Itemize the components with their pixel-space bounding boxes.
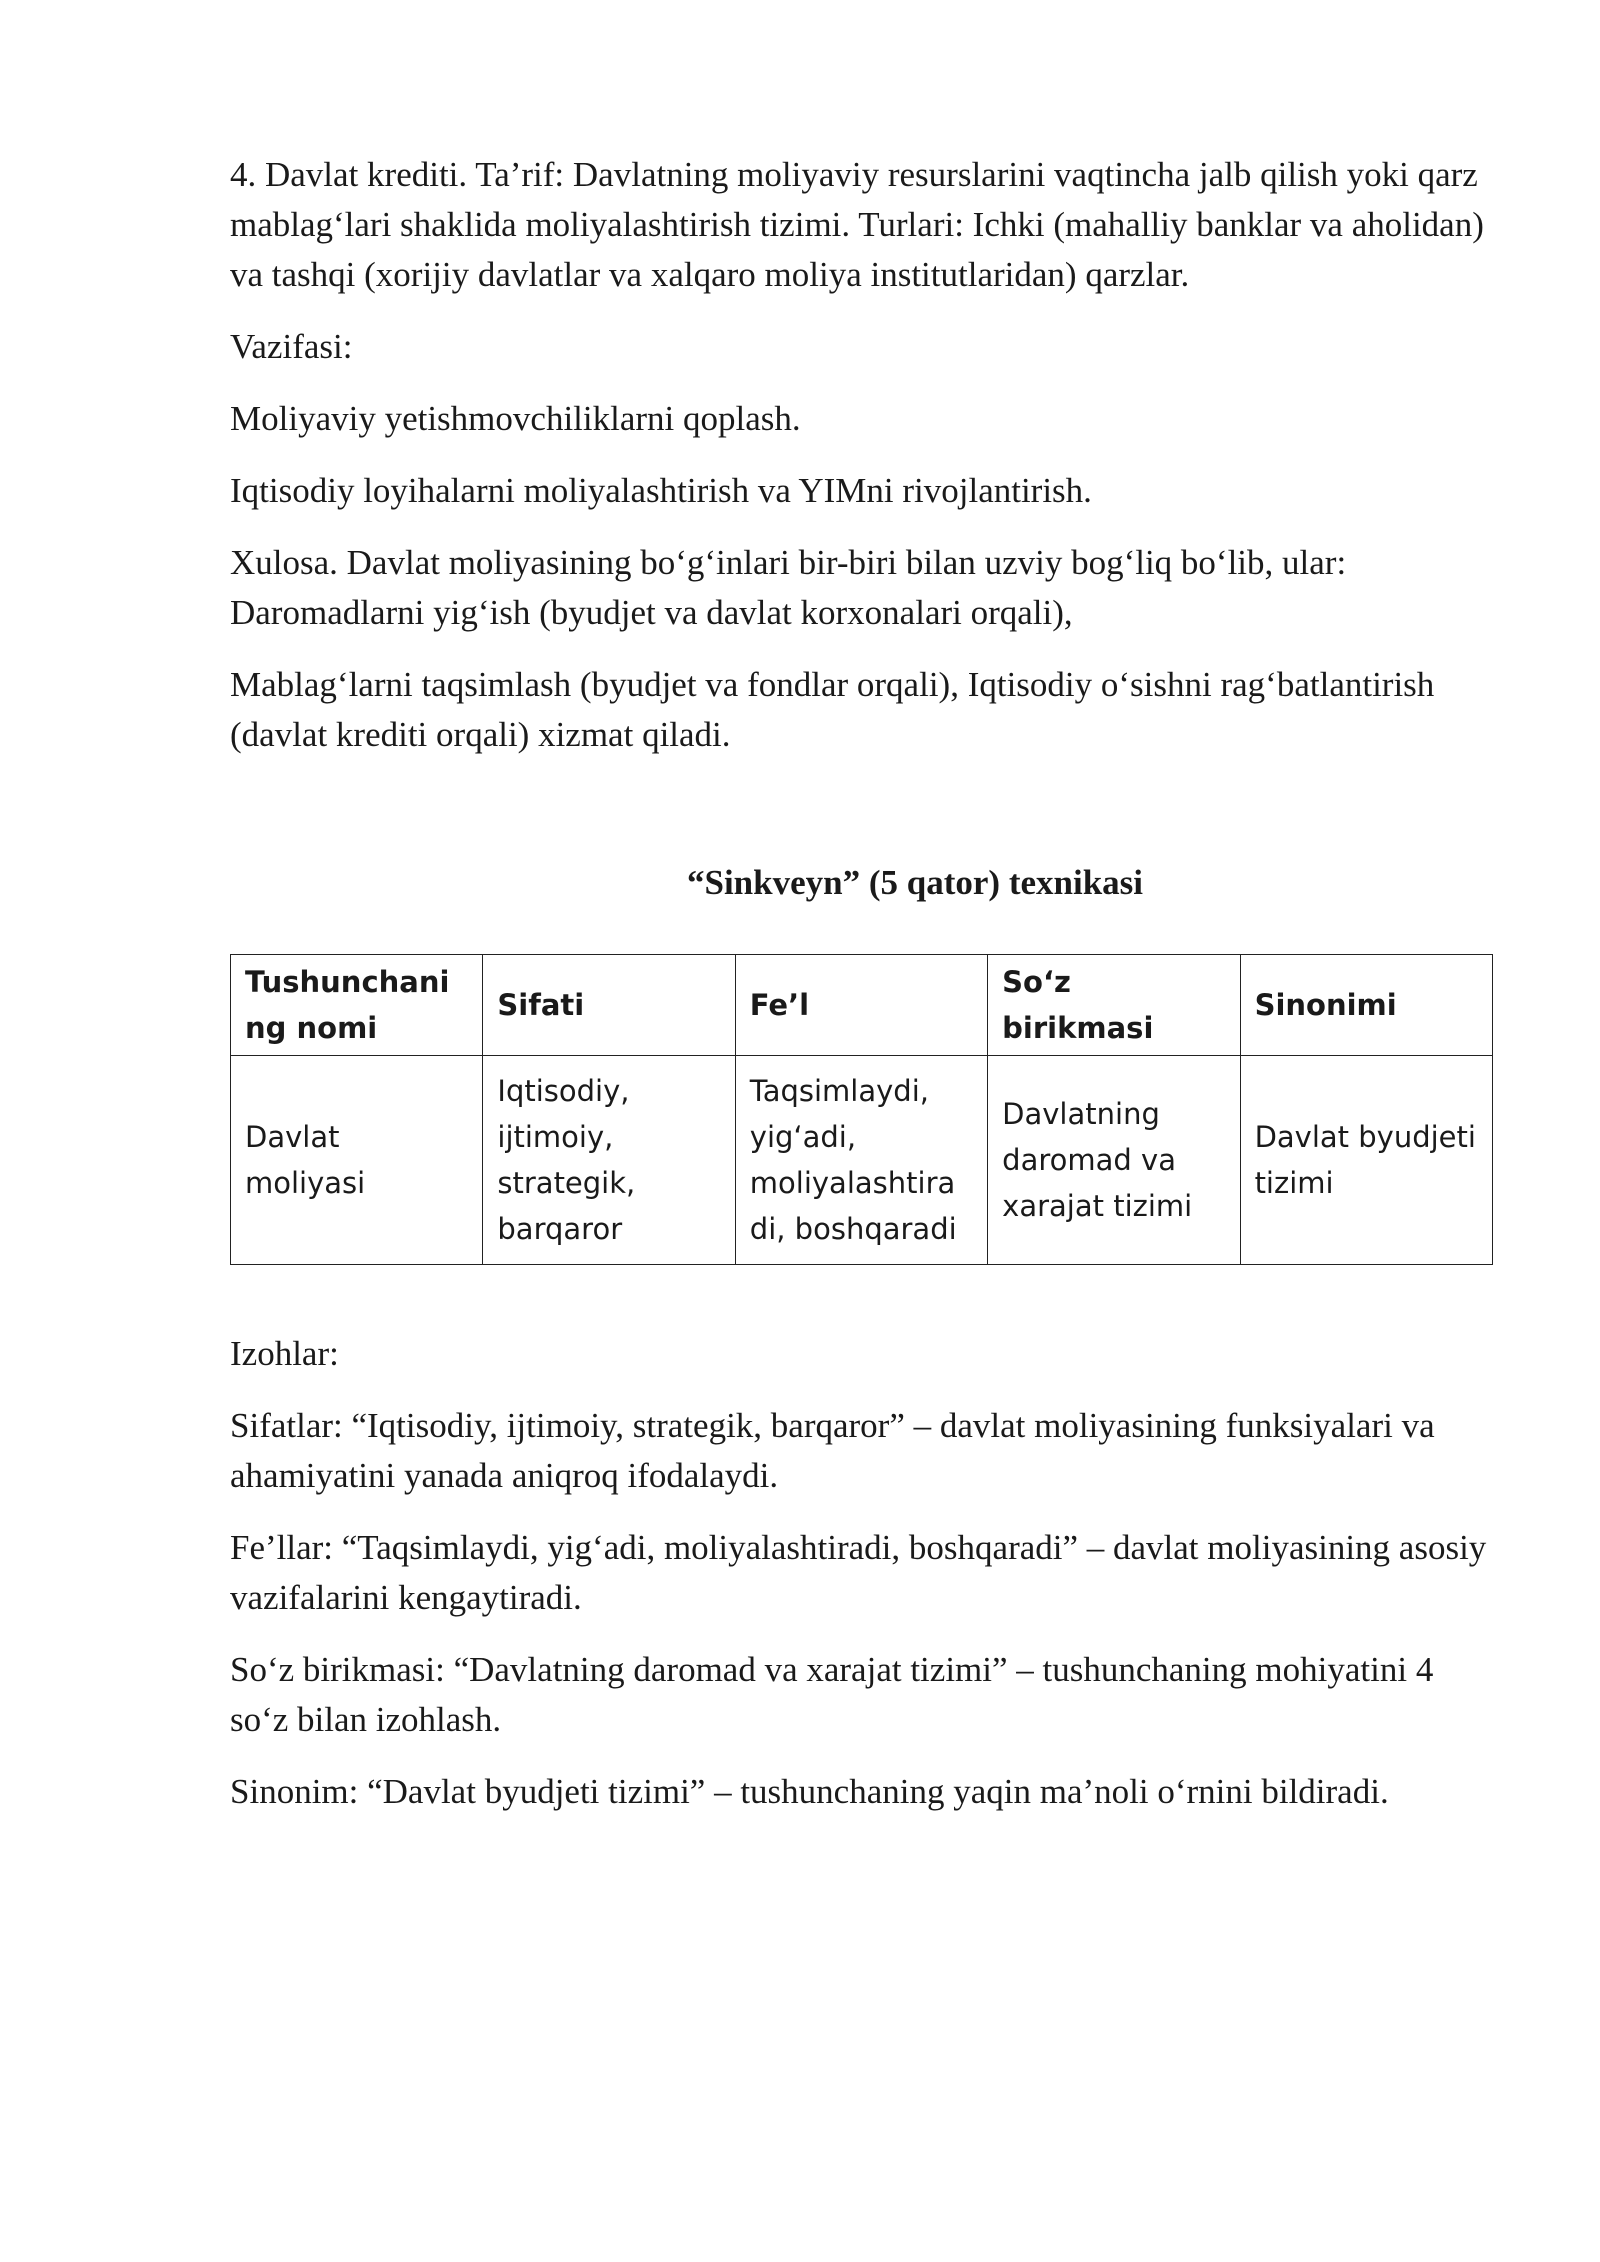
table-cell: Davlat byudjeti tizimi — [1240, 1056, 1492, 1265]
paragraph-xulosa-cont: Mablag‘larni taqsimlash (byudjet va fondlar orqali), Iqtisodiy o‘sishni rag‘batlantirish (davlat krediti orqali) xizmat qiladi. — [230, 665, 1435, 754]
notes-title: Izohlar: — [230, 1334, 339, 1373]
note-item: Sinonim: “Davlat byudjeti tizimi” – tushunchaning yaqin ma’noli o‘rnini bildiradi. — [230, 1772, 1389, 1811]
table-header-cell: Tushunchaning nomi — [231, 955, 483, 1056]
table-header-cell: Sifati — [483, 955, 735, 1056]
table-cell: Davlat moliyasi — [231, 1056, 483, 1265]
table-header-cell: Fe’l — [735, 955, 987, 1056]
note-item: Sifatlar: “Iqtisodiy, ijtimoiy, strategik, barqaror” – davlat moliyasining funksiyalari va ahamiyatini yanada aniqroq ifodalaydi. — [230, 1406, 1435, 1495]
sinkveyn-table — [230, 954, 1493, 1265]
paragraph-vazifasi: Vazifasi: — [230, 327, 353, 366]
table-row — [231, 1056, 1493, 1265]
table-cell: Taqsimlaydi, yig‘adi, moliyalashtiradi, boshqaradi — [735, 1056, 987, 1265]
document-page — [230, 150, 1500, 1817]
table-cell: Davlatning daromad va xarajat tizimi — [988, 1056, 1240, 1265]
table-header-cell: So‘z birikmasi — [988, 955, 1240, 1056]
table-cell: Iqtisodiy, ijtimoiy, strategik, barqaror — [483, 1056, 735, 1265]
note-item: Fe’llar: “Taqsimlaydi, yig‘adi, moliyalashtiradi, boshqaradi” – davlat moliyasining asosiy vazifalarini kengaytiradi. — [230, 1528, 1487, 1617]
paragraph-task-2: Iqtisodiy loyihalarni moliyalashtirish va YIMni rivojlantirish. — [230, 471, 1092, 510]
section-title: “Sinkveyn” (5 qator) texnikasi — [686, 863, 1144, 902]
paragraph-xulosa: Xulosa. Davlat moliyasining bo‘g‘inlari bir-biri bilan uzviy bog‘liq bo‘lib, ular: Daromadlarni yig‘ish (byudjet va davlat korxonalari orqali), — [230, 543, 1347, 632]
table-header-cell: Sinonimi — [1240, 955, 1492, 1056]
paragraph-davlat-krediti: 4. Davlat krediti. Ta’rif: Davlatning moliyaviy resurslarini vaqtincha jalb qilish yoki qarz mablag‘lari shaklida moliyalashtirish tizimi. Turlari: Ichki (mahalliy banklar va aholidan) va tashqi (xorijiy davlatlar va xalqaro moliya institutlaridan) qarzlar. — [230, 155, 1484, 294]
note-item: So‘z birikmasi: “Davlatning daromad va xarajat tizimi” – tushunchaning mohiyatini 4 so‘z bilan izohlash. — [230, 1650, 1434, 1739]
table-header-row — [231, 955, 1493, 1056]
paragraph-task-1: Moliyaviy yetishmovchiliklarni qoplash. — [230, 399, 801, 438]
